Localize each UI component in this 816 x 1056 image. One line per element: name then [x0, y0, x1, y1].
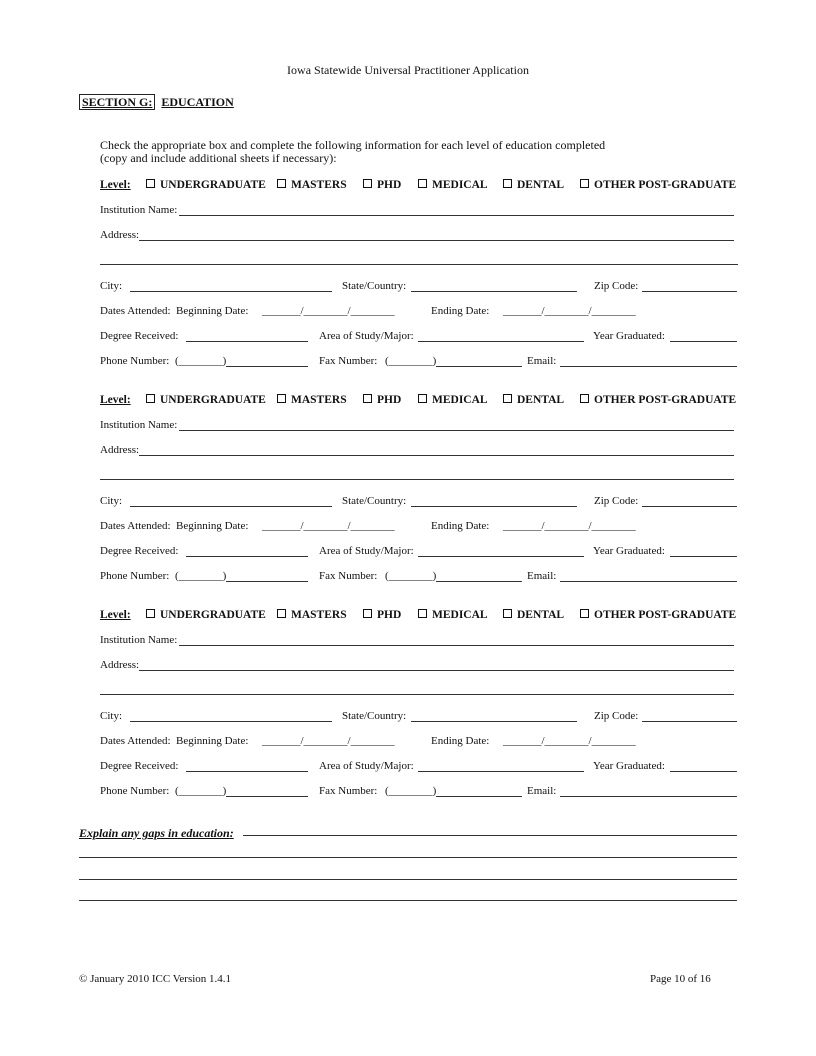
fax-label: Fax Number:	[319, 355, 378, 367]
level-option-undergraduate[interactable]	[146, 394, 266, 406]
ending-label: Ending Date:	[431, 520, 490, 532]
phone-input[interactable]	[226, 785, 308, 797]
phone-label: Phone Number:	[100, 355, 170, 367]
beginning-label: Beginning Date:	[176, 305, 249, 317]
area-label: Area of Study/Major:	[319, 760, 414, 772]
address-label: Address:	[100, 444, 140, 456]
address-line-2[interactable]	[100, 264, 738, 265]
gaps-line-3[interactable]	[79, 879, 737, 880]
gaps-line-1[interactable]	[243, 835, 737, 836]
phone-row	[100, 570, 737, 584]
year-input[interactable]	[670, 545, 737, 557]
degree-input[interactable]	[186, 545, 308, 557]
checkbox[interactable]	[146, 394, 155, 403]
dates-label: Dates Attended:	[100, 520, 171, 532]
level-option-label: PHD	[377, 179, 402, 191]
area-input[interactable]	[418, 760, 584, 772]
checkbox[interactable]	[418, 394, 427, 403]
level-label: Level:	[100, 609, 131, 621]
phone-input[interactable]	[226, 570, 308, 582]
checkbox[interactable]	[580, 609, 589, 618]
section-label: SECTION G:	[79, 94, 155, 110]
fax-label: Fax Number:	[319, 570, 378, 582]
level-option-label: DENTAL	[517, 609, 565, 621]
dates-row	[100, 735, 737, 749]
checkbox[interactable]	[363, 179, 372, 188]
level-row	[100, 609, 737, 623]
city-row	[100, 495, 737, 509]
phone-label: Phone Number:	[100, 785, 170, 797]
level-option-label: OTHER POST-GRADUATE	[594, 609, 737, 621]
degree-row	[100, 760, 737, 774]
level-label: Level:	[100, 179, 131, 191]
checkbox[interactable]	[363, 609, 372, 618]
city-row	[100, 710, 737, 724]
year-input[interactable]	[670, 760, 737, 772]
gaps-line-2[interactable]	[79, 857, 737, 858]
fax-area-code[interactable]: (________)	[385, 785, 437, 797]
ending-date-input[interactable]: _______/________/________	[503, 735, 636, 747]
address-row	[100, 444, 737, 458]
city-input[interactable]	[130, 710, 332, 722]
instructions	[100, 139, 740, 165]
instructions-line-2: (copy and include additional sheets if necessary):	[100, 151, 337, 165]
phone-label: Phone Number:	[100, 570, 170, 582]
zip-input[interactable]	[642, 495, 737, 507]
institution-label: Institution Name:	[100, 204, 178, 216]
city-input[interactable]	[130, 280, 332, 292]
beginning-date-input[interactable]: _______/________/________	[262, 735, 395, 747]
checkbox[interactable]	[503, 179, 512, 188]
level-option-label: PHD	[377, 394, 402, 406]
level-option-medical[interactable]	[418, 394, 488, 406]
institution-label: Institution Name:	[100, 634, 178, 646]
address-input[interactable]	[139, 659, 734, 671]
zip-label: Zip Code:	[594, 280, 639, 292]
state-input[interactable]	[411, 495, 577, 507]
checkbox[interactable]	[277, 609, 286, 618]
zip-input[interactable]	[642, 280, 737, 292]
institution-label: Institution Name:	[100, 419, 178, 431]
degree-label: Degree Received:	[100, 330, 179, 342]
level-option-medical[interactable]	[418, 609, 488, 621]
instructions-line-1: Check the appropriate box and complete the following information for each level of education completed	[100, 138, 606, 152]
level-option-other-post-graduate[interactable]	[580, 609, 736, 621]
address-row	[100, 229, 737, 243]
page-header: Iowa Statewide Universal Practitioner Application	[287, 63, 529, 77]
year-label: Year Graduated:	[593, 330, 665, 342]
email-input[interactable]	[560, 355, 737, 367]
area-input[interactable]	[418, 545, 584, 557]
checkbox[interactable]	[277, 179, 286, 188]
level-option-label: MEDICAL	[432, 179, 488, 191]
phone-input[interactable]	[226, 355, 308, 367]
checkbox[interactable]	[580, 179, 589, 188]
level-option-label: UNDERGRADUATE	[160, 609, 266, 621]
fax-label: Fax Number:	[319, 785, 378, 797]
level-option-phd[interactable]	[363, 394, 401, 406]
level-option-label: MASTERS	[291, 179, 347, 191]
level-option-label: PHD	[377, 609, 402, 621]
ending-date-input[interactable]: _______/________/________	[503, 305, 636, 317]
state-input[interactable]	[411, 280, 577, 292]
ending-label: Ending Date:	[431, 305, 490, 317]
level-option-dental[interactable]	[503, 394, 564, 406]
level-option-label: MEDICAL	[432, 394, 488, 406]
level-option-undergraduate[interactable]	[146, 179, 266, 191]
institution-row	[100, 419, 737, 433]
institution-input[interactable]	[179, 419, 734, 431]
level-option-phd[interactable]	[363, 609, 401, 621]
gaps-label: Explain any gaps in education:	[79, 826, 234, 840]
dates-row	[100, 305, 737, 319]
level-label: Level:	[100, 394, 131, 406]
level-option-masters[interactable]	[277, 394, 347, 406]
degree-input[interactable]	[186, 760, 308, 772]
degree-row	[100, 545, 737, 559]
dates-row	[100, 520, 737, 534]
institution-row	[100, 204, 737, 218]
fax-input[interactable]	[436, 570, 522, 582]
ending-date-input[interactable]: _______/________/________	[503, 520, 636, 532]
phone-row	[100, 355, 737, 369]
address-row	[100, 659, 737, 673]
city-label: City:	[100, 495, 123, 507]
checkbox[interactable]	[277, 394, 286, 403]
address-line-2[interactable]	[100, 479, 734, 480]
level-option-label: UNDERGRADUATE	[160, 179, 266, 191]
year-label: Year Graduated:	[593, 760, 665, 772]
fax-input[interactable]	[436, 355, 522, 367]
area-label: Area of Study/Major:	[319, 330, 414, 342]
fax-area-code[interactable]: (________)	[385, 355, 437, 367]
email-label: Email:	[527, 785, 557, 797]
degree-input[interactable]	[186, 330, 308, 342]
city-row	[100, 280, 737, 294]
beginning-date-input[interactable]: _______/________/________	[262, 520, 395, 532]
checkbox[interactable]	[503, 609, 512, 618]
address-line-2[interactable]	[100, 694, 734, 695]
email-label: Email:	[527, 570, 557, 582]
zip-input[interactable]	[642, 710, 737, 722]
address-input[interactable]	[139, 444, 734, 456]
zip-label: Zip Code:	[594, 495, 639, 507]
address-label: Address:	[100, 229, 140, 241]
email-input[interactable]	[560, 785, 737, 797]
address-input[interactable]	[139, 229, 734, 241]
level-option-label: OTHER POST-GRADUATE	[594, 394, 737, 406]
fax-input[interactable]	[436, 785, 522, 797]
institution-input[interactable]	[179, 204, 734, 216]
year-input[interactable]	[670, 330, 737, 342]
gaps-text: Explain any gaps in education	[79, 826, 230, 840]
gaps-line-4[interactable]	[79, 900, 737, 901]
level-option-label: OTHER POST-GRADUATE	[594, 179, 737, 191]
degree-label: Degree Received:	[100, 760, 179, 772]
level-option-dental[interactable]	[503, 609, 564, 621]
area-input[interactable]	[418, 330, 584, 342]
level-option-label: MASTERS	[291, 394, 347, 406]
address-label: Address:	[100, 659, 140, 671]
beginning-date-input[interactable]: _______/________/________	[262, 305, 395, 317]
level-option-dental[interactable]	[503, 179, 564, 191]
state-input[interactable]	[411, 710, 577, 722]
zip-label: Zip Code:	[594, 710, 639, 722]
phone-area-code[interactable]: (________)	[175, 570, 227, 582]
footer-version: © January 2010 ICC Version 1.4.1	[79, 973, 232, 985]
page-number: Page 10 of 16	[650, 973, 711, 985]
level-option-medical[interactable]	[418, 179, 488, 191]
level-option-other-post-graduate[interactable]	[580, 179, 736, 191]
level-option-phd[interactable]	[363, 179, 401, 191]
institution-row	[100, 634, 737, 648]
city-label: City:	[100, 280, 123, 292]
level-row	[100, 179, 737, 193]
checkbox[interactable]	[418, 179, 427, 188]
degree-row	[100, 330, 737, 344]
city-label: City:	[100, 710, 123, 722]
fax-area-code[interactable]: (________)	[385, 570, 437, 582]
checkbox[interactable]	[363, 394, 372, 403]
level-option-label: MASTERS	[291, 609, 347, 621]
phone-area-code[interactable]: (________)	[175, 355, 227, 367]
beginning-label: Beginning Date:	[176, 520, 249, 532]
beginning-label: Beginning Date:	[176, 735, 249, 747]
level-option-masters[interactable]	[277, 609, 347, 621]
level-option-other-post-graduate[interactable]	[580, 394, 736, 406]
level-option-label: DENTAL	[517, 179, 565, 191]
level-option-label: UNDERGRADUATE	[160, 394, 266, 406]
phone-row	[100, 785, 737, 799]
level-row	[100, 394, 737, 408]
checkbox[interactable]	[580, 394, 589, 403]
ending-label: Ending Date:	[431, 735, 490, 747]
city-input[interactable]	[130, 495, 332, 507]
level-option-masters[interactable]	[277, 179, 347, 191]
area-label: Area of Study/Major:	[319, 545, 414, 557]
dates-label: Dates Attended:	[100, 305, 171, 317]
phone-area-code[interactable]: (________)	[175, 785, 227, 797]
state-label: State/Country:	[342, 280, 407, 292]
level-option-label: MEDICAL	[432, 609, 488, 621]
state-label: State/Country:	[342, 495, 407, 507]
degree-label: Degree Received:	[100, 545, 179, 557]
institution-input[interactable]	[179, 634, 734, 646]
level-option-label: DENTAL	[517, 394, 565, 406]
checkbox[interactable]	[503, 394, 512, 403]
checkbox[interactable]	[146, 179, 155, 188]
checkbox[interactable]	[146, 609, 155, 618]
section-name: EDUCATION	[161, 95, 234, 109]
checkbox[interactable]	[418, 609, 427, 618]
section-title	[79, 95, 234, 110]
state-label: State/Country:	[342, 710, 407, 722]
year-label: Year Graduated:	[593, 545, 665, 557]
email-input[interactable]	[560, 570, 737, 582]
level-option-undergraduate[interactable]	[146, 609, 266, 621]
dates-label: Dates Attended:	[100, 735, 171, 747]
email-label: Email:	[527, 355, 557, 367]
